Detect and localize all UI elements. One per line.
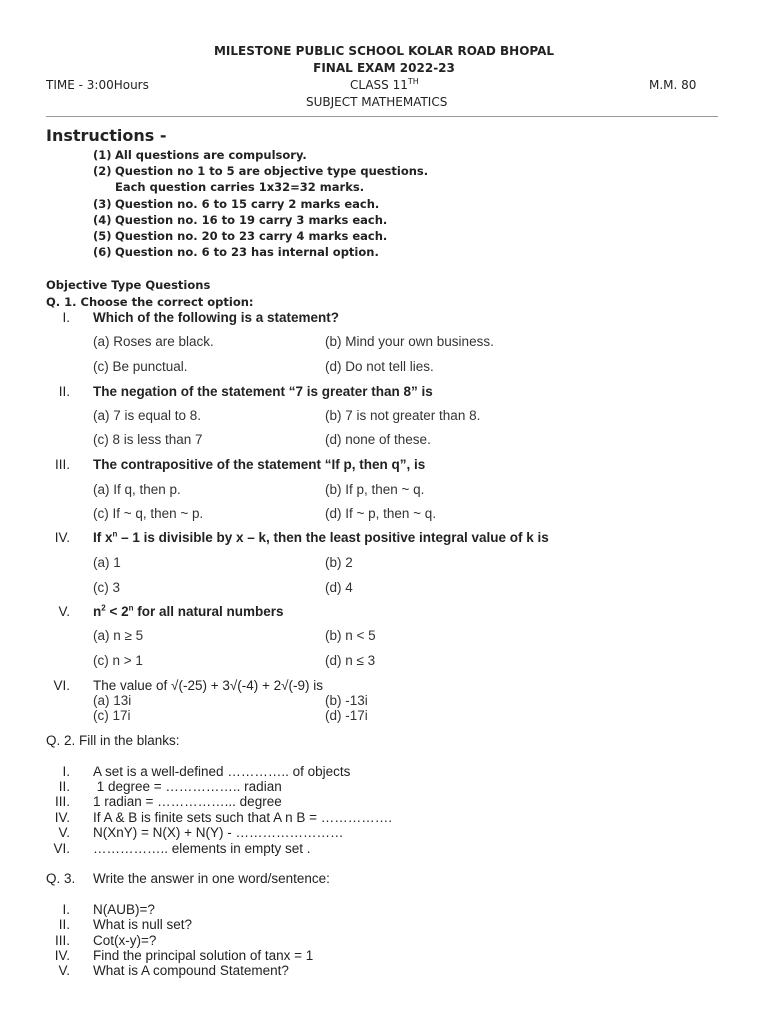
q2-label: Q. 2. Fill in the blanks: — [46, 733, 180, 748]
question-number: III. — [54, 457, 70, 472]
instruction-text: Question no 1 to 5 are objective type questions. — [115, 164, 429, 178]
objective-heading: Objective Type Questions — [46, 278, 211, 292]
list-item: What is A compound Statement? — [93, 963, 289, 978]
instruction-text: Each question carries 1x32=32 marks. — [115, 180, 365, 194]
list-number: IV. — [54, 948, 70, 963]
exam-title: FINAL EXAM 2022-23 — [313, 61, 455, 75]
option-a: (a) n ≥ 5 — [93, 628, 144, 643]
list-item: …………….. elements in empty set . — [93, 841, 311, 856]
list-number: II. — [58, 779, 70, 794]
question-text: Which of the following is a statement? — [93, 310, 340, 325]
list-item: N(XnY) = N(X) + N(Y) - …………………… — [93, 825, 344, 840]
max-marks: M.M. 80 — [649, 78, 697, 92]
option-b: (b) -13i — [325, 693, 368, 708]
list-item: If A & B is finite sets such that A n B = ……………. — [93, 810, 393, 825]
list-number: III. — [54, 933, 70, 948]
instruction-num: (4) — [93, 213, 112, 227]
option-c: (c) Be punctual. — [93, 359, 188, 374]
question-text — [93, 604, 284, 619]
question-number: I. — [62, 310, 70, 325]
question-text — [93, 530, 549, 545]
list-item: Cot(x-y)=? — [93, 933, 157, 948]
list-item: What is null set? — [93, 917, 193, 932]
option-c: (c) 3 — [93, 580, 120, 595]
option-d: (d) Do not tell lies. — [325, 359, 434, 374]
option-b: (b) 2 — [325, 555, 353, 570]
option-a: (a) Roses are black. — [93, 334, 214, 349]
option-a: (a) If q, then p. — [93, 482, 181, 497]
q3-instruction: Write the answer in one word/sentence: — [93, 871, 330, 886]
option-c: (c) If ~ q, then ~ p. — [93, 506, 204, 521]
question-text: The value of √(-25) + 3√(-4) + 2√(-9) is — [93, 678, 324, 693]
instruction-num: (1) — [93, 148, 112, 162]
option-d: (d) -17i — [325, 708, 368, 723]
list-item: 1 radian = ……………... degree — [93, 794, 282, 809]
instruction-num: (2) — [93, 164, 112, 178]
option-b: (b) 7 is not greater than 8. — [325, 408, 481, 423]
question-text-part: for all natural numbers — [133, 604, 284, 619]
option-d: (d) 4 — [325, 580, 353, 595]
list-item: N(AUB)=? — [93, 902, 155, 917]
instruction-num: (6) — [93, 245, 112, 259]
header-divider — [46, 116, 718, 117]
question-text: The contrapositive of the statement “If p, then q”, is — [93, 457, 426, 472]
option-a: (a) 13i — [93, 693, 132, 708]
class-label — [350, 78, 419, 92]
exam-time: TIME - 3:00Hours — [46, 78, 149, 92]
subject-label: SUBJECT MATHEMATICS — [306, 95, 448, 109]
option-d: (d) n ≤ 3 — [325, 653, 376, 668]
class-text: CLASS 11 — [350, 78, 408, 92]
class-superscript: TH — [407, 77, 419, 86]
instruction-text: Question no. 20 to 23 carry 4 marks each. — [115, 229, 388, 243]
list-number: V. — [58, 963, 70, 978]
list-number: V. — [58, 825, 70, 840]
list-number: IV. — [54, 810, 70, 825]
q3-label: Q. 3. — [46, 871, 76, 886]
option-c: (c) n > 1 — [93, 653, 143, 668]
instruction-text: All questions are compulsory. — [115, 148, 307, 162]
option-b: (b) n < 5 — [325, 628, 376, 643]
question-text-part: – 1 is divisible by x – k, then the least positive integral value of k is — [117, 530, 549, 545]
question-text-part: < 2 — [105, 604, 129, 619]
list-item: A set is a well-defined ………….. of objects — [93, 764, 351, 779]
list-item: Find the principal solution of tanx = 1 — [93, 948, 314, 963]
list-item: 1 degree = …………….. radian — [93, 779, 282, 794]
question-text-part: If x — [93, 530, 113, 545]
list-number: III. — [54, 794, 70, 809]
instruction-text: Question no. 16 to 19 carry 3 marks each. — [115, 213, 388, 227]
school-name: MILESTONE PUBLIC SCHOOL KOLAR ROAD BHOPAL — [213, 44, 555, 58]
option-b: (b) Mind your own business. — [325, 334, 494, 349]
instruction-num: (3) — [93, 197, 112, 211]
question-number: V. — [58, 604, 70, 619]
option-c: (c) 8 is less than 7 — [93, 432, 203, 447]
list-number: II. — [58, 917, 70, 932]
exponent: n — [112, 529, 118, 539]
list-number: I. — [62, 764, 70, 779]
option-c: (c) 17i — [93, 708, 131, 723]
option-d: (d) none of these. — [325, 432, 431, 447]
instruction-num: (5) — [93, 229, 112, 243]
instruction-text: Question no. 6 to 23 has internal option. — [115, 245, 379, 259]
question-number: VI. — [53, 678, 70, 693]
question-text-part: n — [93, 604, 102, 619]
instructions-title: Instructions - — [46, 126, 167, 145]
list-number: VI. — [53, 841, 70, 856]
option-a: (a) 7 is equal to 8. — [93, 408, 202, 423]
question-number: IV. — [54, 530, 70, 545]
question-number: II. — [58, 384, 70, 399]
option-a: (a) 1 — [93, 555, 121, 570]
list-number: I. — [62, 902, 70, 917]
exponent: 2 — [101, 603, 106, 613]
option-b: (b) If p, then ~ q. — [325, 482, 425, 497]
exponent: n — [128, 603, 134, 613]
question-text: The negation of the statement “7 is greater than 8” is — [93, 384, 433, 399]
instruction-text: Question no. 6 to 15 carry 2 marks each. — [115, 197, 380, 211]
option-d: (d) If ~ p, then ~ q. — [325, 506, 437, 521]
q1-label: Q. 1. Choose the correct option: — [46, 295, 254, 309]
